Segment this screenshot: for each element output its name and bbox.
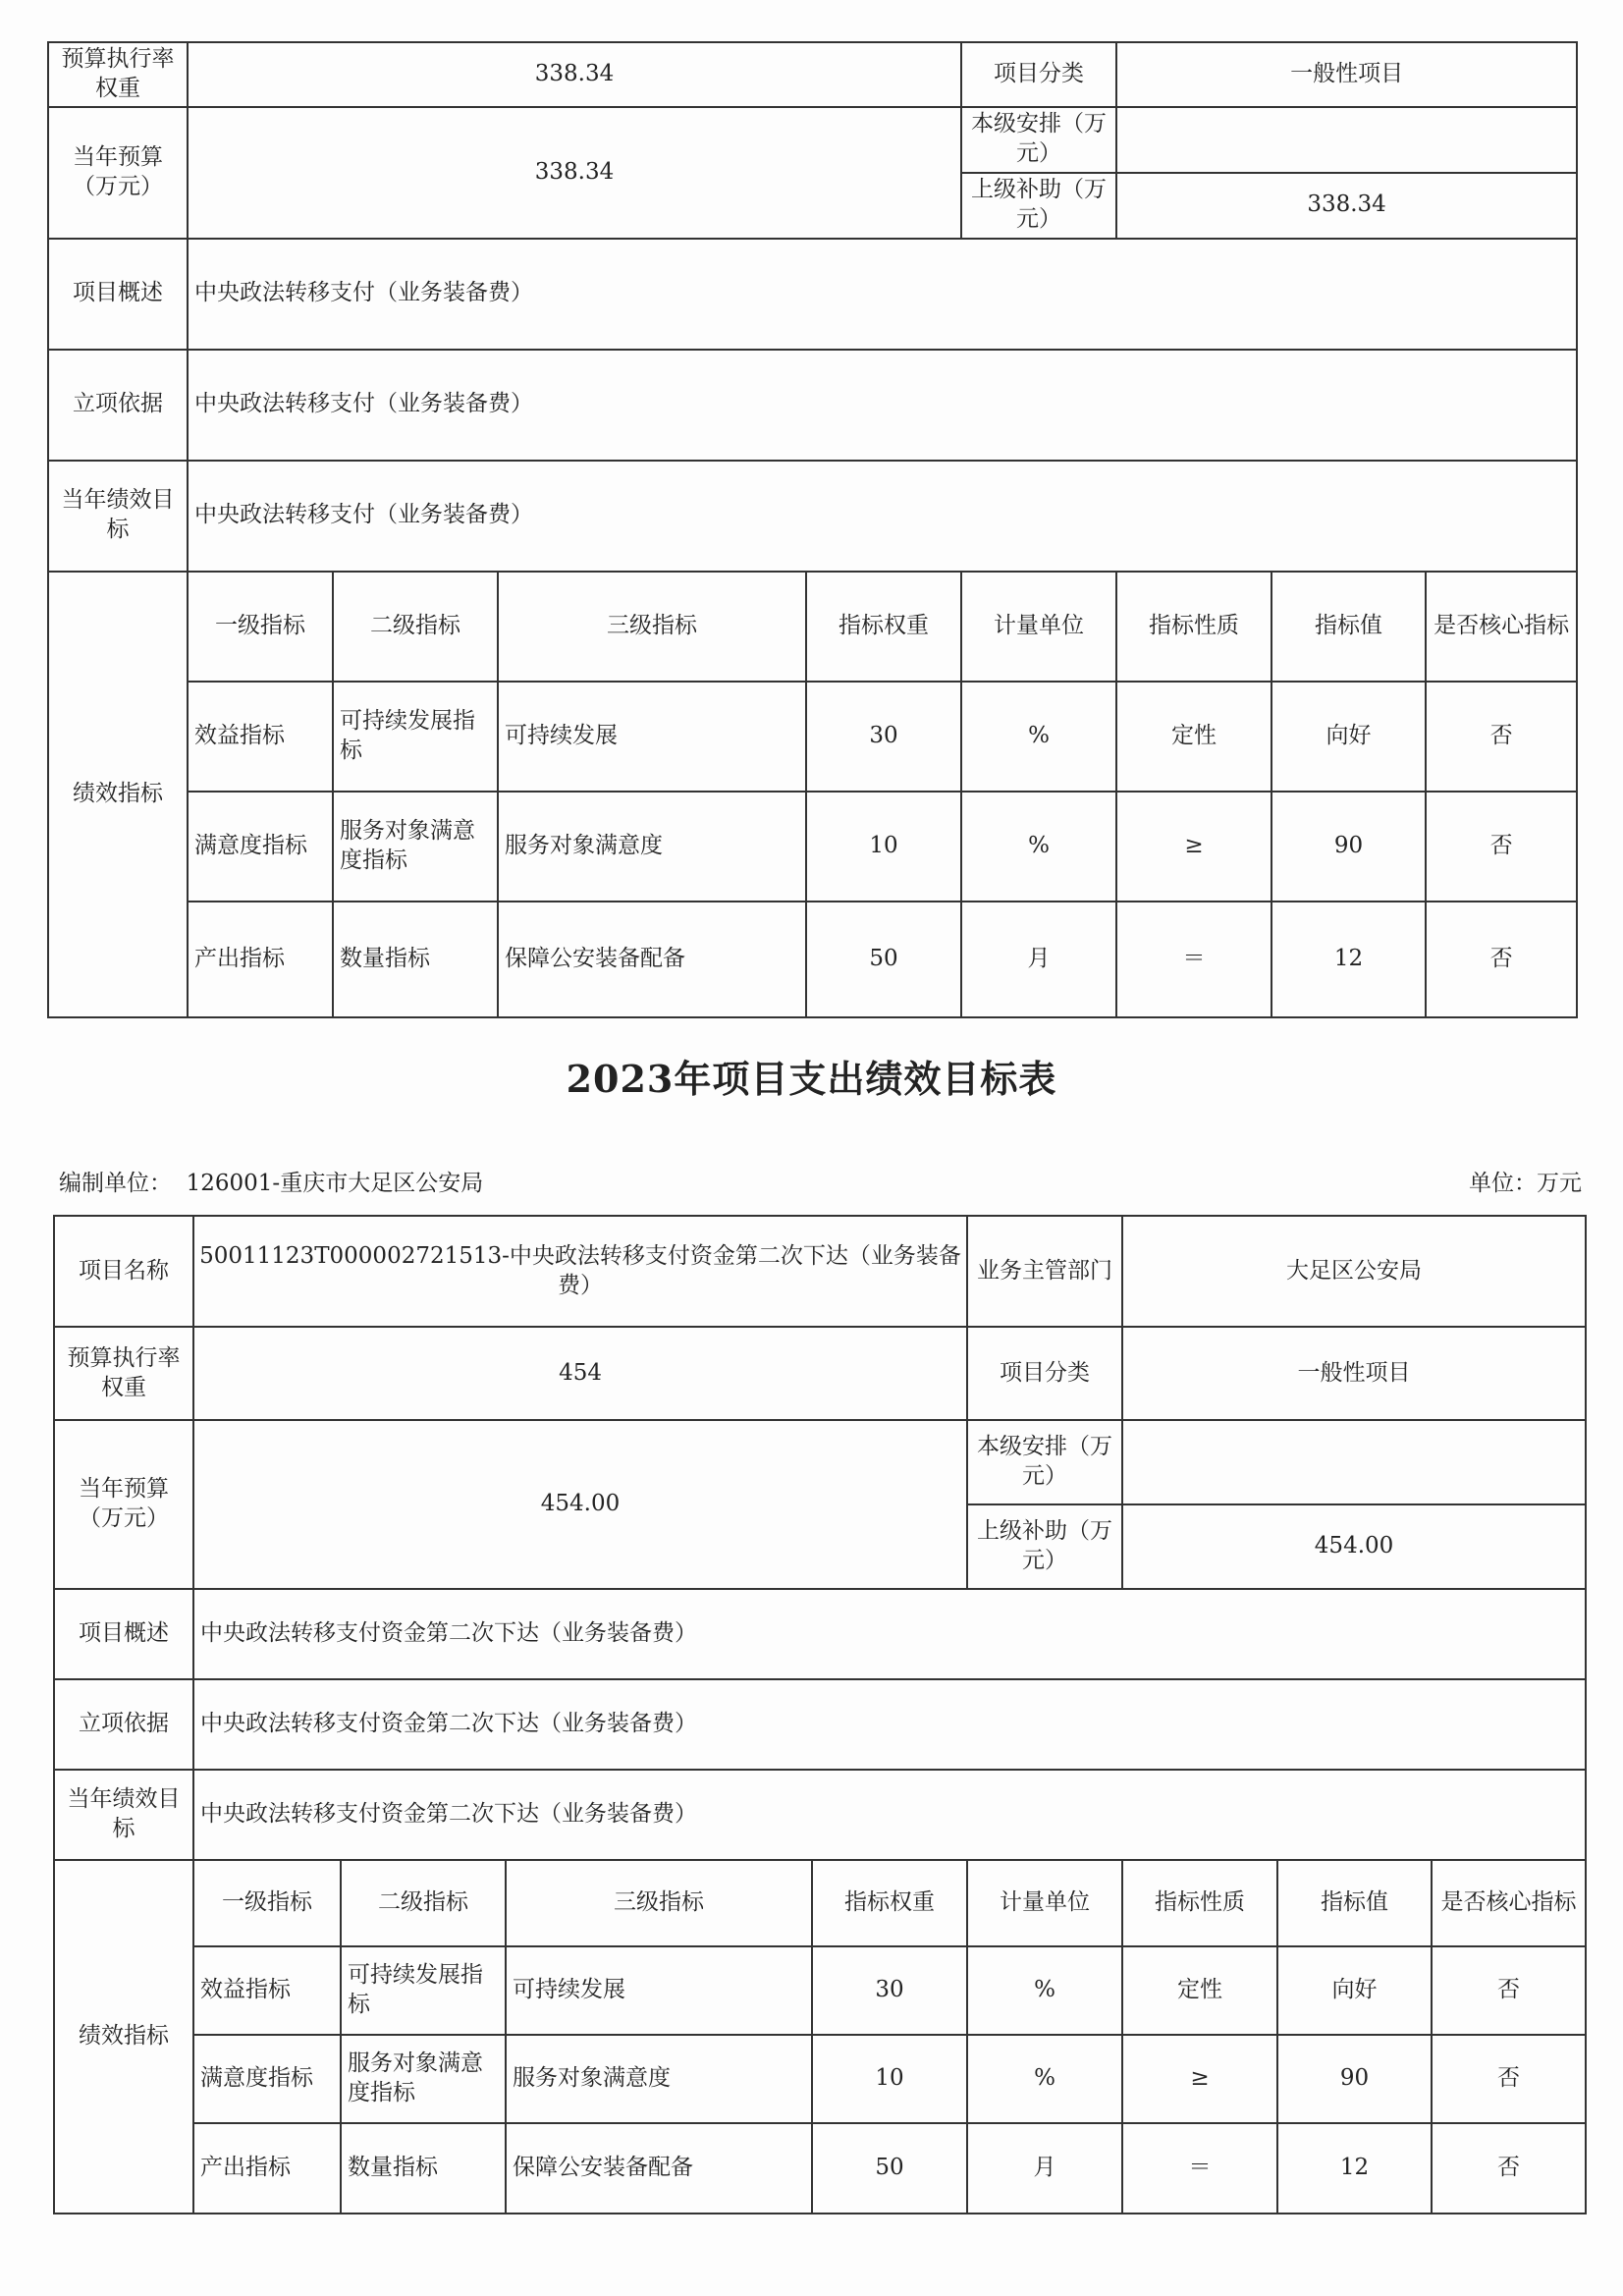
indicator-cell: 50 [812,2123,967,2214]
upper-subsidy-value: 454.00 [1122,1504,1586,1589]
indicator-cell: % [967,2035,1122,2123]
indicator-cell: 满意度指标 [193,2035,341,2123]
indicator-cell: 向好 [1277,1946,1432,2035]
indicator-cell: 产出指标 [188,902,333,1017]
goal-value: 中央政法转移支付资金第二次下达（业务装备费） [193,1770,1586,1860]
supervisor-value: 大足区公安局 [1122,1216,1586,1327]
compiling-unit [59,1165,483,1197]
table-row [54,2035,1586,2123]
project-class-value: 一般性项目 [1122,1327,1586,1420]
indicator-header: 指标性质 [1116,572,1271,682]
indicator-cell: 90 [1277,2035,1432,2123]
table-row [54,2123,1586,2214]
goal-value: 中央政法转移支付（业务装备费） [188,461,1577,572]
indicator-cell: ＝ [1122,2123,1277,2214]
indicator-header: 计量单位 [961,572,1116,682]
indicator-cell: 月 [967,2123,1122,2214]
indicator-cell: 服务对象满意度 [498,792,806,902]
indicator-cell: 数量指标 [341,2123,506,2214]
indicator-cell: % [961,792,1116,902]
project-class-value: 一般性项目 [1116,42,1577,107]
indicator-cell: 可持续发展 [498,682,806,792]
indicator-cell: 产出指标 [193,2123,341,2214]
indicator-header: 三级指标 [506,1860,812,1946]
indicator-header: 指标性质 [1122,1860,1277,1946]
table-row [54,1946,1586,2035]
indicator-cell: 12 [1271,902,1426,1017]
indicator-cell: 可持续发展指标 [341,1946,506,2035]
indicator-cell: 10 [812,2035,967,2123]
indicator-header: 三级指标 [498,572,806,682]
perf-indicators-label: 绩效指标 [48,572,188,1017]
indicator-header: 指标权重 [806,572,961,682]
page-title: 2023年项目支出绩效目标表 [566,1057,1057,1101]
local-arrange-label: 本级安排（万元） [961,107,1116,173]
indicator-cell: 30 [812,1946,967,2035]
indicator-cell: 定性 [1122,1946,1277,2035]
indicator-header: 指标值 [1277,1860,1432,1946]
performance-table-2 [53,1215,1587,2214]
indicator-cell: % [967,1946,1122,2035]
current-budget-value: 338.34 [188,107,961,239]
indicator-header: 一级指标 [193,1860,341,1946]
indicator-cell: 否 [1432,2123,1586,2214]
upper-subsidy-label: 上级补助（万元） [967,1504,1122,1589]
compiling-unit-label: 编制单位： [59,1171,172,1196]
indicator-cell: % [961,682,1116,792]
local-arrange-value [1122,1420,1586,1504]
project-class-label: 项目分类 [961,42,1116,107]
supervisor-label: 业务主管部门 [967,1216,1122,1327]
basis-label: 立项依据 [54,1679,193,1770]
current-budget-label: 当年预算（万元） [54,1420,193,1589]
basis-value: 中央政法转移支付资金第二次下达（业务装备费） [193,1679,1586,1770]
indicator-cell: 定性 [1116,682,1271,792]
goal-label: 当年绩效目标 [48,461,188,572]
indicator-cell: 10 [806,792,961,902]
table-row [48,902,1577,1017]
budget-rate-label: 预算执行率权重 [48,42,188,107]
indicator-cell: 否 [1432,1946,1586,2035]
indicator-cell: 保障公安装备配备 [498,902,806,1017]
overview-value: 中央政法转移支付（业务装备费） [188,239,1577,350]
indicator-header: 是否核心指标 [1426,572,1577,682]
indicator-cell: 保障公安装备配备 [506,2123,812,2214]
overview-value: 中央政法转移支付资金第二次下达（业务装备费） [193,1589,1586,1679]
basis-value: 中央政法转移支付（业务装备费） [188,350,1577,461]
indicator-header: 计量单位 [967,1860,1122,1946]
currency-unit: 单位：万元 [1469,1171,1582,1196]
indicator-cell: 可持续发展 [506,1946,812,2035]
indicator-cell: 效益指标 [188,682,333,792]
indicator-cell: 效益指标 [193,1946,341,2035]
budget-rate-label: 预算执行率权重 [54,1327,193,1420]
indicator-cell: ≥ [1116,792,1271,902]
indicator-cell: ≥ [1122,2035,1277,2123]
indicator-header: 是否核心指标 [1432,1860,1586,1946]
upper-subsidy-label: 上级补助（万元） [961,173,1116,239]
budget-rate-value: 454 [193,1327,967,1420]
indicator-cell: 向好 [1271,682,1426,792]
indicator-header: 一级指标 [188,572,333,682]
indicator-cell: ＝ [1116,902,1271,1017]
indicator-cell: 30 [806,682,961,792]
compiling-unit-value: 126001-重庆市大足区公安局 [186,1171,484,1196]
indicator-cell: 90 [1271,792,1426,902]
indicator-cell: 可持续发展指标 [333,682,498,792]
table-row [48,792,1577,902]
indicator-cell: 否 [1432,2035,1586,2123]
overview-label: 项目概述 [48,239,188,350]
local-arrange-value [1116,107,1577,173]
perf-indicators-label: 绩效指标 [54,1860,193,2214]
indicator-cell: 满意度指标 [188,792,333,902]
overview-label: 项目概述 [54,1589,193,1679]
project-name-label: 项目名称 [54,1216,193,1327]
indicator-cell: 月 [961,902,1116,1017]
indicator-cell: 否 [1426,682,1577,792]
indicator-header: 指标权重 [812,1860,967,1946]
indicator-cell: 服务对象满意度指标 [341,2035,506,2123]
indicator-cell: 服务对象满意度 [506,2035,812,2123]
goal-label: 当年绩效目标 [54,1770,193,1860]
indicator-cell: 12 [1277,2123,1432,2214]
current-budget-value: 454.00 [193,1420,967,1589]
current-budget-label: 当年预算（万元） [48,107,188,239]
indicator-header: 二级指标 [333,572,498,682]
indicator-cell: 数量指标 [333,902,498,1017]
upper-subsidy-value: 338.34 [1116,173,1577,239]
budget-rate-value: 338.34 [188,42,961,107]
indicator-cell: 否 [1426,902,1577,1017]
table-row [48,682,1577,792]
performance-table-1 [47,41,1578,1018]
indicator-cell: 否 [1426,792,1577,902]
indicator-cell: 50 [806,902,961,1017]
project-name-value: 50011123T000002721513-中央政法转移支付资金第二次下达（业务装备费） [193,1216,967,1327]
project-class-label: 项目分类 [967,1327,1122,1420]
indicator-header: 指标值 [1271,572,1426,682]
indicator-cell: 服务对象满意度指标 [333,792,498,902]
basis-label: 立项依据 [48,350,188,461]
local-arrange-label: 本级安排（万元） [967,1420,1122,1504]
indicator-header: 二级指标 [341,1860,506,1946]
